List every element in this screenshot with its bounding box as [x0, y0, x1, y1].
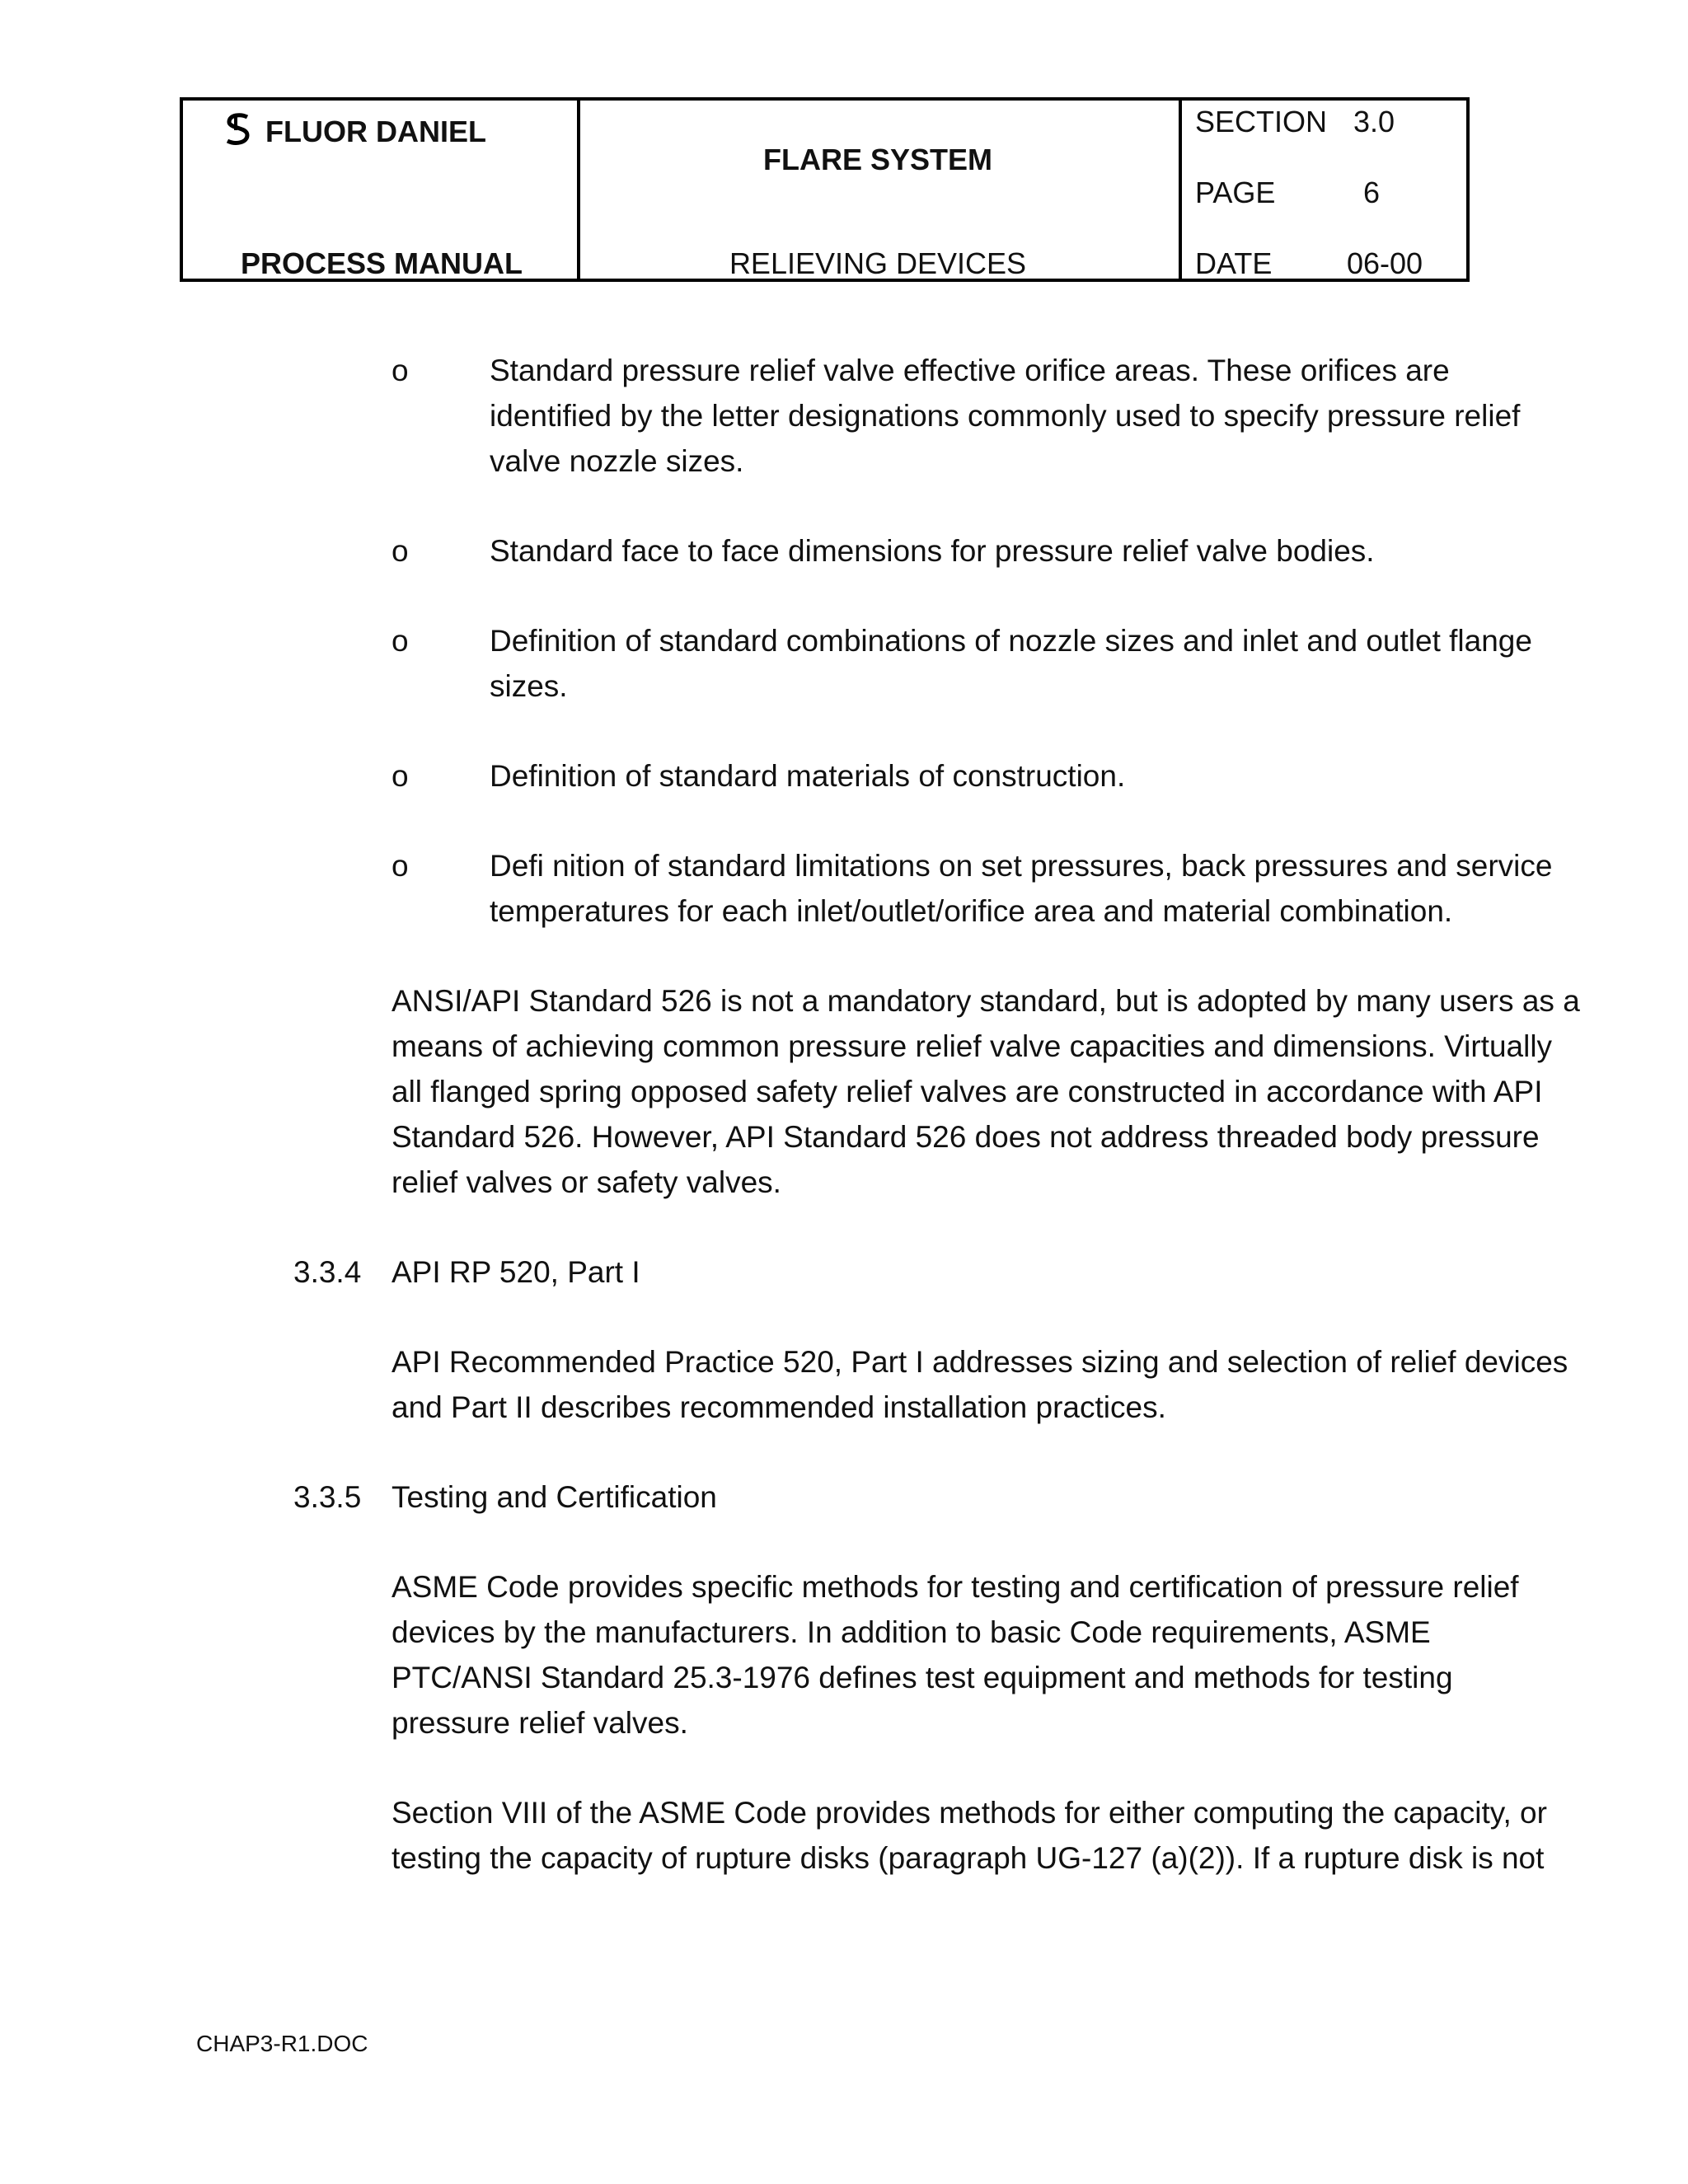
section-value: 3.0 — [1353, 105, 1395, 138]
bullet-marker: o — [392, 624, 409, 658]
paragraph-line: ASME Code provides specific methods for testing and certification of pressure relief — [392, 1570, 1519, 1604]
paragraph-line: PTC/ANSI Standard 25.3-1976 defines test equipment and methods for testing — [392, 1661, 1453, 1694]
bullet-line: identified by the letter designations commonly used to specify pressure relief — [490, 399, 1521, 433]
paragraph-line: Section VIII of the ASME Code provides methods for either computing the capacity, or — [392, 1796, 1547, 1830]
bullet-line: Definition of standard materials of construction. — [490, 759, 1126, 793]
bullet-line: Defi nition of standard limitations on set pressures, back pressures and service — [490, 849, 1553, 883]
paragraph-line: devices by the manufacturers. In addition to basic Code requirements, ASME — [392, 1615, 1431, 1649]
footer-filename: CHAP3-R1.DOC — [196, 2031, 368, 2056]
header-company-cell — [183, 101, 580, 279]
paragraph-line: and Part II describes recommended installation practices. — [392, 1390, 1166, 1424]
company-name: FLUOR DANIEL — [265, 115, 486, 148]
page-value: 6 — [1363, 176, 1381, 209]
document-title: FLARE SYSTEM — [762, 143, 992, 176]
paragraph-line: all flanged spring opposed safety relief valves are constructed in accordance with API — [392, 1075, 1543, 1108]
paragraph-line: pressure relief valves. — [392, 1706, 688, 1740]
date-value: 06-00 — [1347, 246, 1423, 280]
paragraph-line: ANSI/API Standard 526 is not a mandatory standard, but is adopted by many users as a — [392, 984, 1580, 1018]
section-heading: API RP 520, Part I — [392, 1255, 640, 1289]
header-title-cell — [577, 101, 1182, 279]
bullet-marker: o — [392, 534, 409, 568]
section-heading: Testing and Certification — [392, 1480, 717, 1514]
bullet-line: Definition of standard combinations of nozzle sizes and inlet and outlet flange — [490, 624, 1532, 658]
bullet-line: temperatures for each inlet/outlet/orifice area and material combination. — [490, 894, 1453, 928]
bullet-line: valve nozzle sizes. — [490, 444, 744, 478]
bullet-line: Standard face to face dimensions for pressure relief valve bodies. — [490, 534, 1375, 568]
page-label: PAGE — [1195, 176, 1276, 209]
paragraph-line: relief valves or safety valves. — [392, 1165, 781, 1199]
fluor-daniel-logo-icon — [223, 112, 256, 147]
paragraph-line: Standard 526. However, API Standard 526 does not address threaded body pressure — [392, 1120, 1540, 1154]
bullet-line: sizes. — [490, 669, 568, 703]
bullet-marker: o — [392, 759, 409, 793]
document-subtitle: RELIEVING DEVICES — [729, 246, 1027, 280]
bullet-line: Standard pressure relief valve effective orifice areas. These orifices are — [490, 354, 1450, 387]
date-label: DATE — [1195, 246, 1273, 280]
section-label: SECTION — [1195, 105, 1328, 138]
document-header — [180, 97, 1470, 282]
manual-name: PROCESS MANUAL — [241, 246, 523, 280]
header-meta-cell — [1182, 101, 1466, 279]
section-number: 3.3.5 — [293, 1480, 362, 1514]
section-number: 3.3.4 — [293, 1255, 362, 1289]
paragraph-line: means of achieving common pressure relief valve capacities and dimensions. Virtually — [392, 1029, 1553, 1063]
bullet-marker: o — [392, 849, 409, 883]
bullet-marker: o — [392, 354, 409, 387]
paragraph-line: API Recommended Practice 520, Part I addresses sizing and selection of relief devices — [392, 1345, 1568, 1379]
paragraph-line: testing the capacity of rupture disks (paragraph UG-127 (a)(2)). If a rupture disk is not — [392, 1841, 1545, 1875]
